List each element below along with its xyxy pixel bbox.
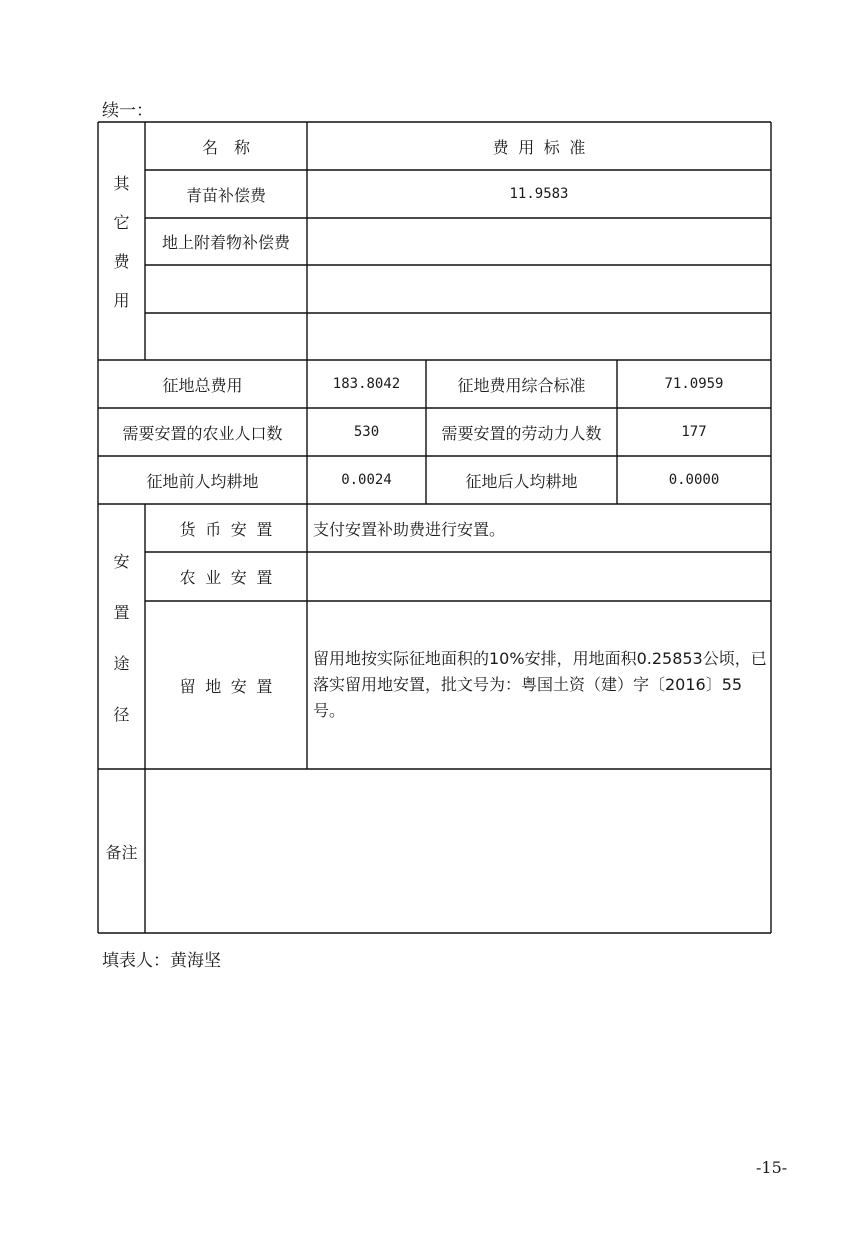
cost-item-value	[307, 313, 771, 360]
agri-resettlement-value	[307, 552, 771, 601]
column-header-name: 名 称	[201, 137, 250, 157]
reserved-land-label: 留地安置	[179, 676, 282, 696]
total-cost-label: 征地总费用	[162, 375, 243, 395]
agri-population-label: 需要安置的农业人口数	[122, 423, 283, 443]
continued-label: 续一：	[102, 101, 153, 121]
currency-resettlement-value: 支付安置补助费进行安置。	[313, 519, 506, 539]
reserved-land-value: 留用地按实际征地面积的10%安排，用地面积0.25853公顷，已落实留用地安置，批文号为：粤国土资（建）字〔2016〕55号。	[313, 649, 767, 720]
form-filler: 填表人：黄海坚	[102, 951, 221, 971]
currency-resettlement-label: 货币安置	[179, 519, 282, 539]
cost-item-name	[145, 265, 307, 313]
labor-count-value: 177	[681, 424, 707, 440]
farmland-before-value: 0.0024	[341, 472, 392, 488]
composite-standard-label: 征地费用综合标准	[457, 375, 586, 395]
remarks-label: 备注	[105, 842, 138, 862]
column-header-standard: 费用标准	[492, 137, 595, 157]
other-costs-section-label: 其 它 费 用	[113, 174, 130, 310]
cost-item-name: 地上附着物补偿费	[161, 233, 290, 252]
total-cost-value: 183.8042	[332, 376, 401, 392]
farmland-after-label: 征地后人均耕地	[465, 471, 578, 491]
cost-item-name	[145, 313, 307, 360]
farmland-after-value: 0.0000	[668, 472, 720, 488]
composite-standard-value: 71.0959	[664, 376, 724, 392]
remarks-value	[145, 769, 771, 933]
page-number: -15-	[756, 1158, 788, 1177]
cost-item-value	[307, 265, 771, 313]
cost-item-value: 11.9583	[509, 186, 569, 202]
agri-resettlement-label: 农业安置	[179, 568, 282, 587]
cost-item-name: 青苗补偿费	[185, 185, 266, 205]
resettlement-section-label: 安 置 途 径	[113, 551, 130, 724]
farmland-before-label: 征地前人均耕地	[146, 471, 259, 491]
labor-count-label: 需要安置的劳动力人数	[441, 423, 602, 443]
cost-item-value	[307, 218, 771, 265]
agri-population-value: 530	[353, 424, 380, 440]
